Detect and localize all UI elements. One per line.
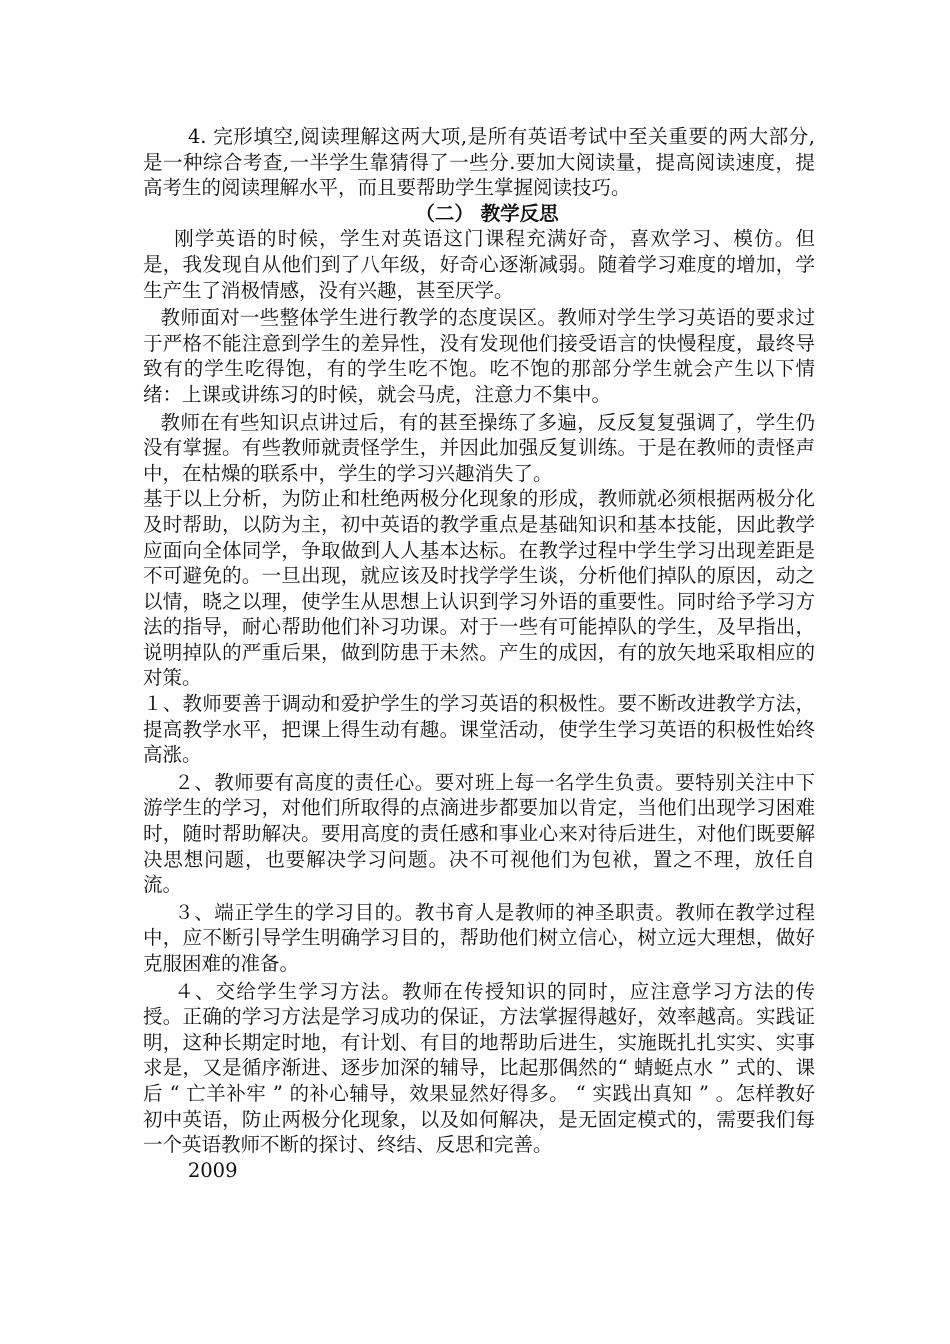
- document-page: [143, 124, 815, 1183]
- paragraph-repeated-drills: 教师在有些知识点讲过后，有的甚至操练了多遍，反反复复强调了，学生仍没有掌握。有些教师就责怪学生，并因此加强反复训练。于是在教师的责怪声中，在枯燥的联系中，学生的学习兴趣消失了。: [143, 410, 815, 485]
- year-footer: 2009: [187, 1158, 238, 1182]
- paragraph-early-interest: 刚学英语的时候，学生对英语这门课程充满好奇，喜欢学习、模仿。但是，我发现自从他们到了八年级，好奇心逐渐减弱。随着学习难度的增加，学生产生了消极情感，没有兴趣，甚至厌学。: [143, 227, 815, 302]
- paragraph-point-4: ４、交给学生学习方法。教师在传授知识的同时，应注意学习方法的传授。正确的学习方法是学习成功的保证，方法掌握得越好，效率越高。实践证明，这种长期定时地，有计划、有目的地帮助后进生，实施既扎扎实实、实事求是，又是循序渐进、逐步加深的辅导，比起那偶然的“ 蜻蜓点水 ” 式的、课后 “ 亡羊补牢 ” 的补心辅导，效果显然好得多。 “ 实践出真知 ” 。怎样教好初中英语，防止两极分化现象，以及如何解决，是无固定模式的，需要我们每一个英语教师不断的探讨、终结、反思和完善。: [143, 979, 815, 1157]
- paragraph-point-2: ２、教师要有高度的责任心。要对班上每一名学生负责。要特别关注中下游学生的学习，对他们所取得的点滴进步都要加以肯定，当他们出现学习困难时，随时帮助解决。要用高度的责任感和事业心来对待后进生，对他们既要解决思想问题，也要解决学习问题。决不可视他们为包袱，置之不理，放任自流。: [143, 770, 815, 897]
- paragraph-reading-comprehension: 4. 完形填空,阅读理解这两大项,是所有英语考试中至关重要的两大部分,是一种综合考查,一半学生靠猜得了一些分.要加大阅读量，提高阅读速度，提高考生的阅读理解水平，而且要帮助学生掌握阅读技巧。: [143, 125, 815, 200]
- paragraph-teaching-misconception: 教师面对一些整体学生进行教学的态度误区。教师对学生学习英语的要求过于严格不能注意到学生的差异性，没有发现他们接受语言的快慢程度，最终导致有的学生吃得饱，有的学生吃不饱。吃不饱的那部分学生就会产生以下情绪：上课或讲练习的时候，就会马虎，注意力不集中。: [143, 306, 815, 406]
- section-heading: （二） 教学反思: [415, 201, 559, 225]
- paragraph-point-1: １、教师要善于调动和爱护学生的学习英语的积极性。要不断改进教学方法，提高教学水平，把课上得生动有趣。课堂活动，使学生学习英语的积极性始终高涨。: [143, 692, 815, 767]
- paragraph-analysis: 基于以上分析，为防止和杜绝两极分化现象的形成，教师就必须根据两极分化及时帮助，以防为主，初中英语的教学重点是基础知识和基本技能，因此教学应面向全体同学，争取做到人人基本达标。在教学过程中学生学习出现差距是不可避免的。一旦出现，就应该及时找学学生谈，分析他们掉队的原因，动之以情，晓之以理，使学生从思想上认识到学习外语的重要性。同时给予学习方法的指导，耐心帮助他们补习功课。对于一些有可能掉队的学生，及早指出，说明掉队的严重后果，做到防患于未然。产生的成因，有的放矢地采取相应的对策。: [143, 487, 815, 690]
- paragraph-point-3: ３、端正学生的学习目的。教书育人是教师的神圣职责。教师在教学过程中，应不断引导学生明确学习目的，帮助他们树立信心，树立远大理想，做好克服困难的准备。: [143, 900, 815, 975]
